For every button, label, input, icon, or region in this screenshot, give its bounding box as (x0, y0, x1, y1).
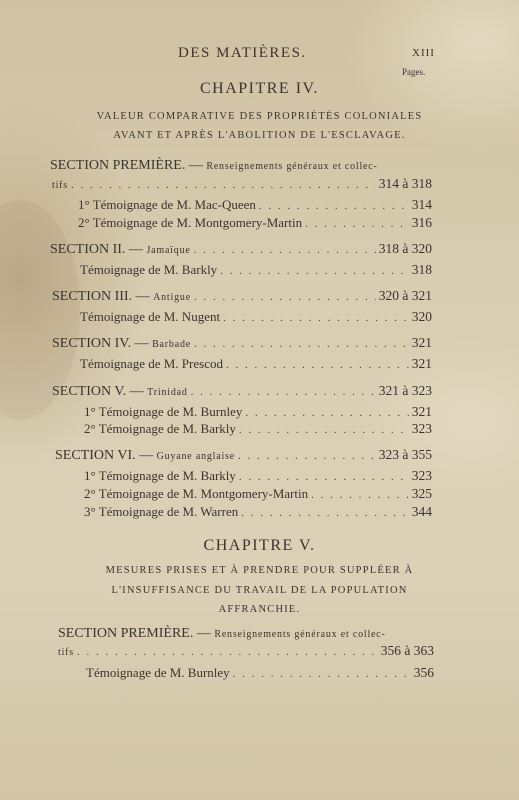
toc-item-page: 323 (411, 421, 432, 436)
leader-dots (194, 244, 376, 256)
leader-dots (239, 424, 409, 436)
section-title: SECTION PREMIÈRE. — (50, 158, 207, 173)
toc-item-page: 344 (411, 504, 432, 519)
section-entry (50, 241, 432, 258)
section-rubric: Renseignements généraux et collec- (206, 161, 378, 172)
toc-item (80, 356, 432, 372)
section-title: SECTION VI. — (55, 448, 157, 463)
section-pages: 318 à 320 (378, 241, 432, 256)
leader-dots (226, 359, 409, 371)
leader-dots (239, 471, 409, 483)
section-entry (58, 643, 434, 659)
toc-item (84, 404, 432, 420)
toc-item-label: Témoignage de M. Nugent (80, 309, 221, 324)
leader-dots (194, 291, 376, 303)
section-pages: 323 à 355 (378, 447, 432, 462)
chapter-iv-subtitle-2: AVANT ET APRÈS L'ABOLITION DE L'ESCLAVAGE. (113, 130, 406, 141)
leader-dots (241, 507, 409, 519)
section-rubric: Barbade (152, 339, 191, 350)
section-pages: 356 à 363 (380, 643, 434, 658)
toc-item-page: 321 (411, 404, 432, 419)
leader-dots (71, 179, 376, 191)
section-rubric: Trinidad (147, 387, 188, 398)
toc-item (84, 421, 432, 437)
section-title: SECTION II. — (50, 242, 147, 257)
leader-dots (238, 450, 376, 462)
leader-dots (77, 646, 378, 658)
chapter-v-subtitle-1: MESURES PRISES ET À PRENDRE POUR SUPPLÉER À (105, 565, 414, 576)
section-rubric: Antigue (153, 292, 191, 303)
leader-dots (223, 312, 409, 324)
section-title: SECTION III. — (52, 289, 154, 304)
toc-item (84, 504, 432, 520)
toc-item (80, 262, 432, 278)
section-rubric: Guyane anglaise (156, 451, 236, 462)
toc-item-label: 2° Témoignage de M. Montgomery-Martin (78, 215, 303, 230)
section-entry (52, 383, 432, 400)
toc-item-label: 3° Témoignage de M. Warren (84, 504, 239, 519)
toc-item-label: Témoignage de M. Barkly (80, 262, 218, 277)
section-entry (55, 447, 432, 464)
toc-item-page: 323 (411, 468, 432, 483)
toc-item-page: 321 (411, 356, 432, 371)
leader-dots (311, 489, 409, 501)
section-rubric-cont: tifs (52, 180, 68, 191)
toc-item (78, 197, 432, 213)
page-number: XIII (412, 47, 435, 59)
section-entry (52, 176, 432, 192)
toc-item (84, 486, 432, 502)
toc-item (84, 468, 432, 484)
chapter-v-subtitle-3: AFFRANCHIE. (218, 604, 301, 615)
toc-item-label: 2° Témoignage de M. Barkly (84, 421, 236, 436)
leader-dots (233, 668, 411, 680)
toc-item (86, 665, 434, 681)
pages-column-label: Pages. (402, 67, 426, 77)
section-entry (52, 335, 432, 352)
leader-dots (259, 200, 409, 212)
toc-item-label: 1° Témoignage de M. Barkly (84, 468, 236, 483)
leader-dots (305, 218, 409, 230)
section-pages: 320 à 321 (378, 288, 432, 303)
section-heading (58, 626, 386, 642)
section-rubric-cont: tifs (58, 647, 74, 658)
section-entry (52, 288, 432, 305)
leader-dots (245, 407, 408, 419)
section-rubric: Jamaïque (146, 245, 191, 256)
toc-item-label: 1° Témoignage de M. Mac-Queen (78, 197, 256, 212)
section-pages: 314 à 318 (378, 176, 432, 191)
toc-item-label: 2° Témoignage de M. Montgomery-Martin (84, 486, 309, 501)
section-title: SECTION IV. — (52, 336, 153, 351)
chapter-v-subtitle-2: L'INSUFFISANCE DU TRAVAIL DE LA POPULATION (111, 585, 408, 596)
leader-dots (191, 386, 376, 398)
toc-item-page: 314 (411, 197, 432, 212)
leader-dots (194, 338, 409, 350)
toc-item-page: 325 (411, 486, 432, 501)
toc-item-label: Témoignage de M. Prescod (80, 356, 223, 371)
running-title: DES MATIÈRES. (178, 45, 307, 61)
leader-dots (220, 265, 409, 277)
page-header (0, 45, 519, 65)
toc-item (80, 309, 432, 325)
chapter-iv-title: CHAPITRE IV. (199, 80, 320, 97)
section-pages: 321 à 323 (378, 383, 432, 398)
toc-item-page: 316 (411, 215, 432, 230)
toc-item-page: 356 (413, 665, 434, 680)
toc-item-label: 1° Témoignage de M. Burnley (84, 404, 243, 419)
section-title: SECTION V. — (52, 384, 148, 399)
toc-item-label: Témoignage de M. Burnley (86, 665, 230, 680)
chapter-iv-subtitle-1: VALEUR COMPARATIVE DES PROPRIÉTÉS COLONIALES (96, 111, 423, 122)
chapter-v-title: CHAPITRE V. (203, 537, 316, 554)
toc-item (78, 215, 432, 231)
toc-item-page: 320 (411, 309, 432, 324)
section-heading (50, 158, 378, 174)
section-title: SECTION PREMIÈRE. — (58, 626, 215, 641)
section-pages: 321 (411, 335, 432, 350)
toc-item-page: 318 (411, 262, 432, 277)
section-rubric: Renseignements généraux et collec- (214, 629, 386, 640)
